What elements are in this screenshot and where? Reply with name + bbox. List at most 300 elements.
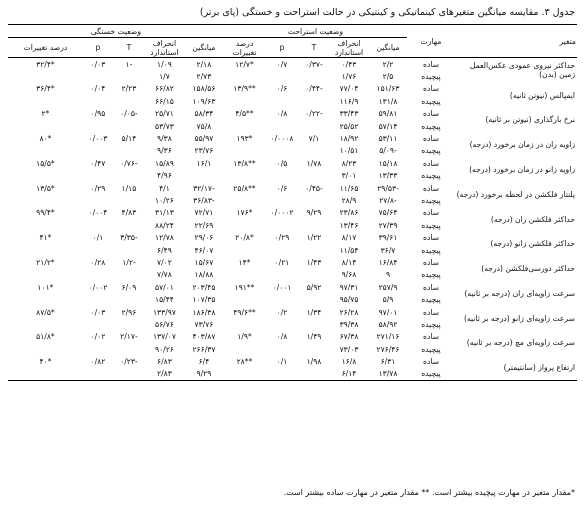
cell-fatigue-pct: *۸۷/۵	[36, 307, 55, 317]
variable-name: سرعت زاویه‌ای زانو (درجه بر ثانیه)	[463, 313, 575, 323]
cell-rest-t: ۱/۲۲	[306, 233, 322, 243]
cell-fatigue-t	[113, 170, 145, 182]
cell-rest-p: ۰/۸	[276, 332, 288, 342]
cell-rest-sd: ۳/۰۱	[341, 171, 357, 181]
cell-rest-t: ۱/۹۸	[306, 357, 322, 367]
cell-fatigue-p: ۰/۸۲	[90, 357, 106, 367]
cell-rest-t: ۱/۷۸	[306, 158, 322, 168]
cell-fatigue-mean: ۷۵/۸	[196, 121, 212, 131]
cell-fatigue-mean: ۱۵۸/۵۶	[192, 84, 216, 94]
cell-fatigue-sd: ۳۱/۱۳	[155, 208, 174, 218]
cell-rest-mean: ۲۵۷/۹	[378, 282, 398, 292]
cell-fatigue-sd: ۱۳۳/۹۷	[152, 307, 176, 317]
cell-fatigue-t	[113, 95, 145, 107]
cell-rest-p: ۰/۵	[276, 158, 288, 168]
cell-fatigue-sd: ۹/۳۶	[157, 146, 172, 156]
cell-fatigue-mean: ۵۸/۳۴	[194, 109, 214, 119]
cell-rest-p	[265, 120, 299, 132]
cell-rest-sd: ۳۹/۳۸	[339, 319, 359, 329]
cell-skill: پیچیده	[421, 121, 441, 131]
results-table	[8, 24, 577, 381]
cell-rest-t: ۵/۹۲	[306, 282, 322, 292]
cell-fatigue-p	[83, 194, 113, 206]
cell-rest-t	[299, 95, 329, 107]
cell-rest-pct	[224, 343, 265, 355]
cell-fatigue-sd: ۱۵/۴۴	[155, 295, 174, 305]
table-title: جدول ۳. مقایسه میانگین متغیرهای کینماتیکی و کینتیکی در حالت استراحت و خستگی (پای برتر)	[199, 7, 575, 18]
cell-rest-pct: *۲۰/۸	[235, 233, 254, 243]
cell-fatigue-sd: ۵۶/۷۶	[155, 319, 174, 329]
cell-skill: پیچیده	[421, 171, 441, 181]
cell-rest-p	[265, 95, 299, 107]
cell-rest-pct	[224, 318, 265, 330]
cell-rest-sd: ۱۸/۹۲	[339, 134, 359, 144]
cell-rest-sd: ۹۷/۳۱	[339, 282, 359, 292]
variable-name: حداکثر فلکشن زانو (درجه)	[490, 239, 575, 249]
cell-fatigue-t: ۲/۲۳	[121, 84, 137, 94]
cell-fatigue-mean: ۱۶/۱	[196, 158, 212, 168]
cell-fatigue-t: -۰/۷۶	[120, 158, 138, 168]
cell-fatigue-pct	[8, 343, 83, 355]
cell-skill: پیچیده	[421, 319, 441, 329]
cell-rest-pct	[224, 368, 265, 381]
cell-rest-p: ۰/۷	[276, 59, 288, 69]
cell-rest-t	[299, 219, 329, 231]
cell-rest-t: ۱/۴۹	[306, 332, 322, 342]
cell-fatigue-pct	[8, 95, 83, 107]
cell-fatigue-mean: ۱۵/۶۷	[194, 257, 214, 267]
cell-rest-sd: ۲۶/۲۸	[339, 307, 359, 317]
cell-fatigue-t: ۴/۸۳	[121, 208, 137, 218]
cell-fatigue-p: ۰/۰۴	[90, 84, 106, 94]
cell-rest-mean: ۲/۲	[382, 59, 394, 69]
cell-fatigue-t: -۰/۰۵	[120, 109, 138, 119]
cell-fatigue-pct: *۱۳/۵	[36, 183, 55, 193]
cell-rest-t	[299, 244, 329, 256]
cell-fatigue-sd: ۱۰/۲۶	[155, 195, 174, 205]
cell-fatigue-p: ۰/۰۰۳	[88, 134, 108, 144]
cell-rest-p: ۰/۲۹	[274, 233, 290, 243]
cell-skill: پیچیده	[421, 295, 441, 305]
cell-rest-pct: **۴۹/۶	[233, 307, 256, 317]
cell-rest-pct: *۱۲/۷	[235, 59, 254, 69]
cell-fatigue-mean: ۷۲/۷۱	[194, 208, 214, 218]
cell-fatigue-p	[83, 269, 113, 281]
cell-rest-t: ۱/۴۳	[306, 257, 322, 267]
table-row	[8, 132, 577, 144]
cell-rest-mean: ۵/۹	[382, 295, 394, 305]
cell-rest-pct	[224, 194, 265, 206]
cell-fatigue-mean: ۲۲/۶۹	[194, 220, 214, 230]
cell-rest-pct: **۱۳/۸	[233, 158, 256, 168]
cell-rest-pct	[224, 70, 265, 82]
cell-fatigue-pct: *۲۱/۲	[36, 257, 55, 267]
cell-rest-pct	[224, 145, 265, 157]
cell-skill: ساده	[422, 109, 440, 119]
header-rest-mean: میانگین	[369, 38, 407, 58]
cell-rest-sd: ۱۶/۸	[341, 357, 357, 367]
cell-fatigue-sd: ۱۳۷/۰۷	[152, 332, 176, 342]
cell-rest-t: ۹/۲۹	[306, 208, 322, 218]
cell-rest-pct	[224, 244, 265, 256]
cell-fatigue-mean: ۲/۷۳	[196, 72, 212, 82]
cell-rest-pct: *۱/۹	[237, 332, 252, 342]
header-rest-pct: درصد تغییرات	[224, 38, 265, 58]
variable-name: سرعت زاویه‌ای مچ (درجه بر ثانیه)	[466, 338, 575, 348]
cell-fatigue-pct	[8, 145, 83, 157]
variable-name: زاویه زانو در زمان برخورد (درجه)	[469, 165, 575, 175]
cell-fatigue-pct: *۹۹/۴	[36, 208, 55, 218]
cell-rest-sd: ۲۵/۵۲	[339, 121, 359, 131]
cell-fatigue-t	[113, 269, 145, 281]
table-row	[8, 231, 577, 243]
cell-rest-sd: ۱۳/۴۶	[339, 220, 359, 230]
cell-fatigue-sd: ۴/۹۶	[157, 171, 172, 181]
cell-rest-mean: ۵۹/۸۱	[378, 109, 398, 119]
cell-fatigue-mean: ۱۸۶/۳۸	[192, 307, 216, 317]
cell-fatigue-sd: ۸۸/۲۴	[155, 220, 174, 230]
cell-rest-t: -۰/۲۲	[305, 109, 323, 119]
cell-skill: ساده	[422, 134, 440, 144]
cell-fatigue-sd: ۱/۰۹	[157, 59, 172, 69]
cell-rest-p	[265, 70, 299, 82]
table-row	[8, 182, 577, 194]
cell-fatigue-t	[113, 145, 145, 157]
cell-fatigue-p	[83, 368, 113, 381]
cell-rest-mean: ۶/۳۱	[380, 357, 396, 367]
variable-name: پلنتار فلکشن در لحظه برخورد (درجه)	[456, 189, 575, 199]
cell-rest-mean: ۲۷۱/۱۶	[376, 332, 400, 342]
cell-fatigue-mean: ۲۰۳/۴۵	[192, 282, 216, 292]
cell-fatigue-pct: *۵۱/۸	[36, 332, 55, 342]
cell-rest-mean: ۱۵۱/۶۳	[376, 84, 400, 94]
table-row	[8, 157, 577, 169]
table-row	[8, 83, 577, 95]
cell-fatigue-t	[113, 219, 145, 231]
cell-fatigue-mean: ۱۰۹/۶۳	[192, 96, 216, 106]
cell-rest-pct	[224, 293, 265, 305]
cell-skill: پیچیده	[421, 72, 441, 82]
cell-fatigue-t	[113, 194, 145, 206]
cell-fatigue-t: -۰/۲۳	[120, 357, 138, 367]
cell-fatigue-pct: *۳۲/۴	[36, 59, 55, 69]
cell-rest-mean: ۲۷/۳۹	[378, 220, 398, 230]
variable-name: زاویه ران در زمان برخورد (درجه)	[469, 140, 575, 150]
cell-fatigue-t: ۵/۱۴	[121, 134, 137, 144]
header-variable: متغیر	[455, 25, 577, 58]
table-row	[8, 331, 577, 343]
cell-rest-mean: ۳۹/۶۱	[378, 233, 398, 243]
cell-fatigue-mean: ۵۵/۹۷	[194, 134, 214, 144]
cell-rest-t	[299, 269, 329, 281]
cell-rest-mean: -۲۷/۸	[379, 195, 397, 205]
cell-skill: پیچیده	[421, 146, 441, 156]
cell-fatigue-pct	[8, 170, 83, 182]
cell-fatigue-pct	[8, 269, 83, 281]
variable-name: حداکثر نیروی عمودی عکس‌العمل زمین (بدن)	[469, 61, 575, 80]
cell-rest-p: ۰/۸	[276, 109, 288, 119]
cell-rest-p: ۰/۲۱	[274, 257, 290, 267]
cell-skill: پیچیده	[421, 96, 441, 106]
table-row	[8, 281, 577, 293]
cell-fatigue-sd: ۶/۴۹	[157, 245, 172, 255]
variable-name: حداکثر دورسی‌فلکشن (درجه)	[481, 264, 575, 274]
cell-fatigue-pct: *۴۱	[39, 233, 52, 243]
cell-rest-p: ۰/۶	[276, 84, 288, 94]
cell-fatigue-t: ۱/۱۵	[121, 183, 137, 193]
cell-rest-mean: -۵/۰۹	[379, 146, 397, 156]
cell-rest-t: ۷/۱	[308, 134, 320, 144]
cell-fatigue-p: ۰/۱	[92, 233, 104, 243]
cell-skill: ساده	[422, 357, 440, 367]
cell-rest-sd: ۰/۴۳	[341, 59, 357, 69]
cell-rest-mean: ۹	[385, 270, 391, 280]
cell-rest-mean: ۵۸/۹۲	[378, 319, 398, 329]
cell-skill: پیچیده	[421, 270, 441, 280]
cell-fatigue-sd: ۷/۷۸	[157, 270, 172, 280]
cell-fatigue-pct: *۴۰	[39, 357, 52, 367]
cell-skill: پیچیده	[421, 245, 441, 255]
cell-rest-t	[299, 293, 329, 305]
cell-rest-t: -۰/۴۵	[305, 183, 323, 193]
table-row	[8, 256, 577, 268]
cell-fatigue-p	[83, 95, 113, 107]
cell-fatigue-t	[113, 343, 145, 355]
cell-fatigue-p	[83, 145, 113, 157]
cell-rest-sd: ۲۸/۹	[341, 195, 357, 205]
cell-fatigue-sd: ۱۵/۸۹	[155, 158, 174, 168]
cell-rest-t	[299, 194, 329, 206]
cell-rest-t: -۰/۳۷	[305, 59, 323, 69]
cell-fatigue-mean: ۴۶/۰۷	[194, 245, 214, 255]
cell-skill: پیچیده	[421, 344, 441, 354]
cell-skill: ساده	[422, 282, 440, 292]
cell-fatigue-pct: *۲	[41, 109, 50, 119]
cell-fatigue-p	[83, 318, 113, 330]
cell-fatigue-pct	[8, 368, 83, 381]
cell-rest-t: -۰/۴۴	[305, 84, 323, 94]
header-skill: مهارت	[407, 25, 455, 58]
cell-rest-pct: *۱۷۶	[236, 208, 253, 218]
cell-rest-mean: ۱۳/۳۳	[378, 171, 398, 181]
cell-fatigue-pct	[8, 318, 83, 330]
cell-fatigue-p	[83, 244, 113, 256]
cell-fatigue-p: ۰/۹۵	[90, 109, 106, 119]
cell-fatigue-sd: ۱/۷	[159, 72, 170, 82]
cell-rest-pct	[224, 95, 265, 107]
cell-skill: ساده	[422, 84, 440, 94]
cell-rest-p	[265, 145, 299, 157]
cell-rest-sd: ۱۱۶/۹	[339, 96, 359, 106]
cell-fatigue-mean: ۲۳/۷۶	[194, 146, 214, 156]
header-fatigue-group: وضعیت خستگی	[8, 25, 224, 38]
cell-fatigue-p: ۰/۲۹	[90, 183, 106, 193]
cell-fatigue-pct: *۱۰۱	[37, 282, 54, 292]
variable-name: ایمپالس (نیوتن ثانیه)	[509, 90, 575, 100]
cell-rest-p: ۰/۰۰۰۲	[270, 208, 294, 218]
cell-fatigue-t: -۱/۲	[122, 257, 136, 267]
cell-fatigue-t: ۶/۰۹	[121, 282, 137, 292]
cell-fatigue-sd: ۹/۳۸	[157, 134, 172, 144]
cell-fatigue-mean: ۹/۲۹	[184, 368, 224, 381]
cell-rest-sd: ۸/۲۳	[341, 158, 357, 168]
cell-fatigue-p: ۰/۰۰۲	[88, 282, 108, 292]
cell-rest-sd: ۹۵/۷۵	[339, 295, 359, 305]
cell-rest-p	[265, 194, 299, 206]
cell-fatigue-sd: ۶۶/۸۲	[155, 84, 174, 94]
cell-fatigue-t: -۱	[125, 59, 133, 69]
cell-rest-sd: ۸/۱۴	[341, 257, 357, 267]
cell-fatigue-mean: ۲۹/۰۶	[194, 233, 214, 243]
cell-fatigue-mean: -۳۶/۸۳	[193, 195, 215, 205]
cell-fatigue-p	[83, 219, 113, 231]
cell-rest-sd: ۱۰/۵۱	[339, 146, 359, 156]
cell-skill: ساده	[422, 183, 440, 193]
cell-rest-sd: ۱۱/۶۵	[339, 183, 359, 193]
cell-rest-pct: **۱۹۱	[234, 282, 255, 292]
cell-fatigue-p: ۰/۰۳	[90, 59, 106, 69]
variable-name: ارتفاع پرواز (سانتیمتر)	[455, 355, 577, 380]
cell-rest-p	[265, 269, 299, 281]
cell-fatigue-p: ۰/۰۰۴	[88, 208, 108, 218]
cell-rest-p	[265, 368, 299, 381]
cell-skill: ساده	[422, 307, 440, 317]
cell-fatigue-mean: ۱۸/۸۸	[194, 270, 214, 280]
cell-fatigue-sd: ۹۰/۲۶	[155, 344, 174, 354]
cell-fatigue-p: ۰/۰۳	[90, 307, 106, 317]
cell-rest-p	[265, 318, 299, 330]
cell-rest-t	[299, 318, 329, 330]
cell-fatigue-sd: ۶۶/۱۵	[155, 96, 174, 106]
variable-name: حداکثر فلکشن ران (درجه)	[490, 214, 575, 224]
cell-rest-pct: *۱۴	[238, 257, 251, 267]
cell-rest-sd: ۷۷/۰۴	[339, 84, 359, 94]
cell-fatigue-sd: ۴/۱	[159, 183, 170, 193]
cell-fatigue-p	[83, 343, 113, 355]
header-fatigue-p: p	[83, 38, 113, 58]
cell-rest-mean: ۱۵/۱۸	[378, 158, 398, 168]
cell-fatigue-sd: ۷/۰۲	[157, 257, 172, 267]
cell-rest-pct	[224, 120, 265, 132]
cell-rest-t	[299, 120, 329, 132]
cell-fatigue-t	[113, 120, 145, 132]
cell-fatigue-sd: ۲/۸۳	[145, 368, 184, 381]
table-row	[8, 108, 577, 120]
cell-rest-sd: ۱۱/۵۴	[339, 245, 359, 255]
table-body	[8, 58, 577, 381]
cell-rest-p: ۰/۱	[276, 357, 288, 367]
footnote: *مقدار متغیر در مهارت پیچیده بیشتر است. ** مقدار متغیر در مهارت ساده بیشتر است.	[283, 488, 575, 497]
cell-fatigue-sd: ۵۷/۰۱	[155, 282, 174, 292]
cell-fatigue-mean: ۶/۴	[198, 357, 210, 367]
cell-fatigue-t	[113, 70, 145, 82]
cell-rest-t: ۱/۳۴	[306, 307, 322, 317]
cell-fatigue-pct	[8, 293, 83, 305]
cell-rest-sd: ۳۳/۴۳	[339, 109, 359, 119]
cell-rest-p	[265, 293, 299, 305]
cell-rest-mean: ۱۳۱/۸	[378, 96, 398, 106]
cell-rest-mean: ۵۳/۱۱	[378, 134, 398, 144]
cell-rest-pct	[224, 219, 265, 231]
cell-rest-p: ۰/۰۰۱	[272, 282, 292, 292]
cell-skill: ساده	[422, 59, 440, 69]
cell-fatigue-mean	[184, 170, 224, 182]
cell-rest-pct: **۲۸	[236, 357, 253, 367]
cell-rest-pct: **۲۵/۸	[233, 183, 256, 193]
header-fatigue-pct: درصد تغییرات	[8, 38, 83, 58]
header-rest-group: وضعیت استراحت	[224, 25, 407, 38]
cell-fatigue-p	[83, 293, 113, 305]
cell-fatigue-t	[113, 368, 145, 381]
cell-fatigue-p: ۰/۴۷	[90, 158, 106, 168]
cell-fatigue-t: -۲/۱۷	[120, 332, 138, 342]
cell-skill: ساده	[422, 257, 440, 267]
cell-rest-pct: **۱۳/۹	[233, 84, 256, 94]
variable-name: نرخ بارگذاری (نیوتن بر ثانیه)	[485, 115, 575, 125]
cell-fatigue-t	[113, 293, 145, 305]
cell-rest-mean: ۷۵/۶۴	[378, 208, 398, 218]
cell-rest-p: ۰/۶	[276, 183, 288, 193]
cell-fatigue-pct	[8, 120, 83, 132]
cell-rest-p: ۰/۲	[276, 307, 288, 317]
cell-rest-t	[299, 170, 329, 182]
cell-fatigue-t: ۲/۹۶	[121, 307, 137, 317]
cell-skill: ساده	[422, 158, 440, 168]
cell-rest-mean: ۱۶/۸۴	[378, 257, 398, 267]
cell-fatigue-pct: *۸۰	[39, 134, 52, 144]
cell-fatigue-mean: ۱۰۷/۳۵	[192, 295, 216, 305]
cell-rest-mean: ۲۷۶/۴۶	[376, 344, 400, 354]
cell-rest-p: ۰/۰۰۰۸	[270, 134, 294, 144]
cell-fatigue-p	[83, 70, 113, 82]
cell-fatigue-sd: ۶/۸۳	[157, 357, 172, 367]
cell-fatigue-mean: ۲/۱۸	[196, 59, 212, 69]
cell-fatigue-mean: ۲۶۶/۳۷	[192, 344, 216, 354]
header-rest-t: T	[299, 38, 329, 58]
cell-fatigue-pct: *۳۶/۴	[36, 84, 55, 94]
cell-fatigue-p	[83, 170, 113, 182]
cell-rest-sd: ۹/۶۸	[341, 270, 357, 280]
cell-rest-t	[299, 70, 329, 82]
table-row	[8, 207, 577, 219]
cell-fatigue-mean: -۳۲/۱۷	[193, 183, 215, 193]
variable-name: سرعت زاویه‌ای ران (درجه بر ثانیه)	[464, 288, 575, 298]
cell-fatigue-sd: ۲۵/۷۱	[155, 109, 174, 119]
cell-rest-pct: **۴/۵	[235, 109, 254, 119]
cell-skill: پیچیده	[407, 368, 455, 381]
cell-rest-t	[299, 343, 329, 355]
cell-fatigue-pct: *۱۵/۵	[36, 158, 55, 168]
cell-skill: پیچیده	[421, 220, 441, 230]
table-row	[8, 58, 577, 71]
header-fatigue-sd: انحراف استاندارد	[145, 38, 184, 58]
cell-fatigue-pct	[8, 219, 83, 231]
cell-rest-sd: ۶/۱۴	[329, 368, 369, 381]
cell-rest-p	[265, 343, 299, 355]
cell-fatigue-sd: ۵۳/۷۳	[155, 121, 174, 131]
cell-skill: پیچیده	[421, 195, 441, 205]
cell-rest-mean: ۳۶/۷	[380, 245, 396, 255]
cell-rest-p	[265, 219, 299, 231]
cell-fatigue-t	[113, 244, 145, 256]
cell-fatigue-pct	[8, 244, 83, 256]
cell-fatigue-t	[113, 318, 145, 330]
cell-rest-mean: ۵۷/۱۴	[378, 121, 398, 131]
header-fatigue-mean: میانگین	[184, 38, 224, 58]
cell-rest-mean: ۹۷/۰۱	[378, 307, 398, 317]
cell-rest-sd: ۸/۱۷	[341, 233, 357, 243]
cell-skill: ساده	[422, 233, 440, 243]
